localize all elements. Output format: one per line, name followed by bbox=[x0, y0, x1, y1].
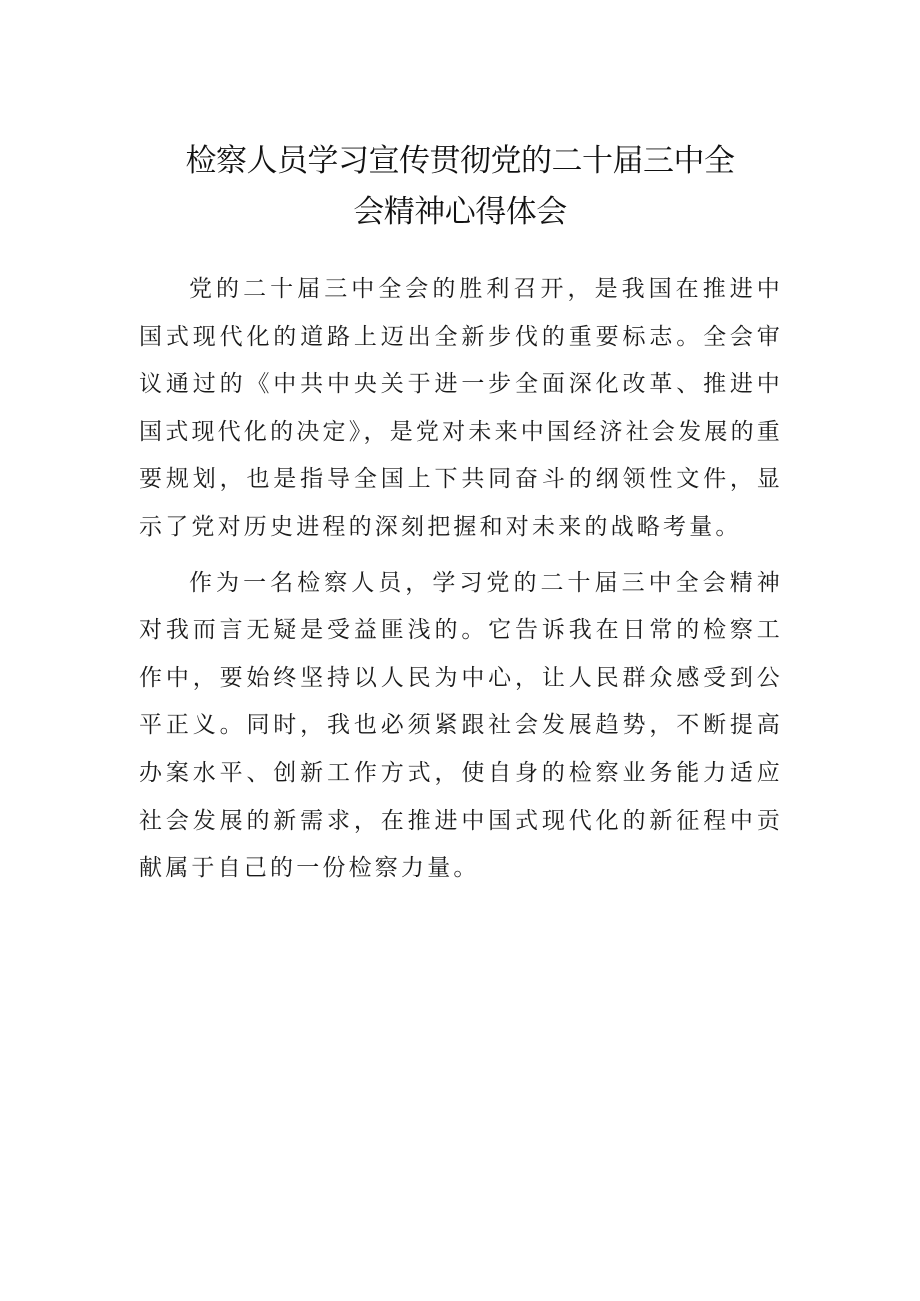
paragraph-1: 党的二十届三中全会的胜利召开，是我国在推进中国式现代化的道路上迈出全新步伐的重要标志。全会审议通过的《中共中央关于进一步全面深化改革、推进中国式现代化的决定》，是党对未来中国经济社会发展的重要规划，也是指导全国上下共同奋斗的纲领性文件，显示了党对历史进程的深刻把握和对未来的战略考量。 bbox=[139, 276, 783, 540]
paragraph-2: 作为一名检察人员，学习党的二十届三中全会精神对我而言无疑是受益匪浅的。它告诉我在日常的检察工作中，要始终坚持以人民为中心，让人民群众感受到公平正义。同时，我也必须紧跟社会发展趋势，不断提高办案水平、创新工作方式，使自身的检察业务能力适应社会发展的新需求，在推进中国式现代化的新征程中贡献属于自己的一份检察力量。 bbox=[139, 569, 783, 882]
document-body bbox=[139, 266, 783, 893]
document-title bbox=[130, 136, 790, 238]
title-line-1: 检察人员学习宣传贯彻党的二十届三中全 bbox=[185, 143, 735, 179]
title-line-2: 会精神心得体会 bbox=[353, 194, 567, 230]
